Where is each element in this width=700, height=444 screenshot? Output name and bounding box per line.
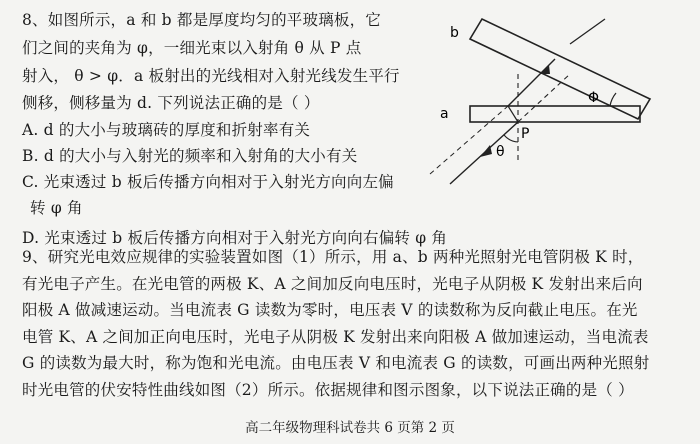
label-p: P — [521, 126, 530, 142]
label-phi: Φ — [588, 90, 600, 106]
outgoing-ray — [570, 19, 605, 44]
question-9-line-1: 9、研究光电效应规律的实验装置如图（1）所示，用 a、b 两种光照射光电管阴极 K 时， — [22, 248, 644, 266]
label-b: b — [450, 25, 459, 41]
incident-extension — [518, 74, 570, 122]
option-d: D. 光束透过 b 板后传播方向相对于入射光方向向右偏转 φ 角 — [22, 229, 448, 247]
label-a: a — [440, 106, 449, 122]
refracted-ray — [508, 106, 518, 122]
option-a: A. d 的大小与玻璃砖的厚度和折射率有关 — [22, 121, 311, 139]
label-theta: θ — [496, 144, 505, 160]
question-9-line-2: 有光电子产生。在光电管的两极 K、A 之间加反向电压时，光电子从阴极 K 发射出来后向 — [22, 275, 643, 293]
emergent-arrow — [540, 65, 550, 74]
option-b: B. d 的大小与入射光的频率和入射角的大小有关 — [22, 147, 358, 165]
glass-plates-figure — [420, 14, 680, 199]
option-c: C. 光束透过 b 板后传播方向相对于入射光方向向左偏 — [22, 173, 394, 191]
question-8-line-1: 8、如图所示，a 和 b 都是厚度均匀的平玻璃板，它 — [22, 11, 382, 29]
theta-arc — [504, 135, 518, 142]
question-8-line-3: 射入， θ > φ．a 板射出的光线相对入射光线发生平行 — [22, 67, 400, 85]
question-9-line-6: 时光电管的伏安特性曲线如图（2）所示。依据规律和图示图象，以下说法正确的是（ ） — [22, 381, 634, 399]
question-9-line-4: 电管 K、A 之间加正向电压时，光电子从阴极 K 发射出来向阳极 A 做加速运动，当电流表 — [22, 328, 649, 346]
question-8-line-4: 侧移，侧移量为 d. 下列说法正确的是（ ） — [22, 94, 320, 112]
phi-arc — [610, 93, 616, 106]
plate-b — [470, 19, 650, 119]
option-c-continued: 转 φ 角 — [30, 199, 83, 217]
question-8-line-2: 们之间的夹角为 φ，一细光束以入射角 θ 从 P 点 — [22, 39, 362, 57]
question-9-line-3: 阳极 A 做减速运动。当电流表 G 读数为零时，电压表 V 的读数称为反向截止电压。在光 — [22, 301, 638, 319]
page-footer: 高二年级物理科试卷共 6 页第 2 页 — [245, 420, 455, 436]
incident-arrow — [480, 145, 492, 157]
question-9-line-5: G 的读数为最大时，称为饱和光电流。由电压表 V 和电流表 G 的读数，可画出两种光照射 — [22, 354, 650, 372]
